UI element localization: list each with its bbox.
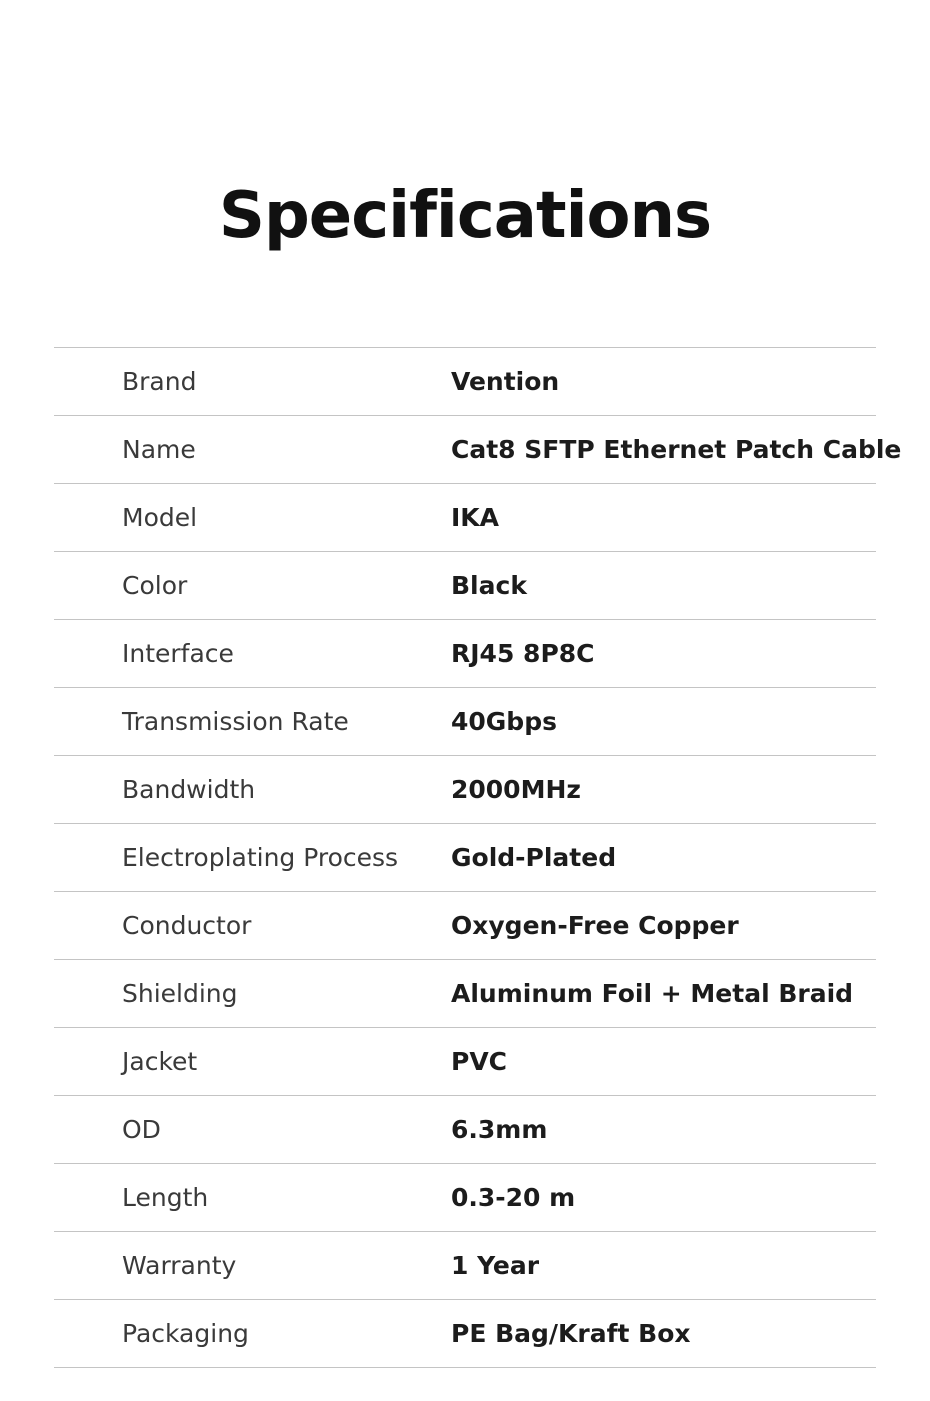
spec-label: Warranty	[122, 1251, 237, 1280]
spec-row-bandwidth	[54, 756, 876, 824]
spec-label: Packaging	[122, 1319, 249, 1348]
spec-row-model	[54, 484, 876, 552]
spec-label: Conductor	[122, 911, 252, 940]
spec-row-name	[54, 416, 902, 484]
spec-label: Model	[122, 503, 198, 532]
spec-value: PVC	[451, 1047, 508, 1076]
spec-row-warranty	[54, 1232, 876, 1300]
specifications-table	[54, 347, 902, 1368]
page-title: Specifications	[218, 179, 712, 253]
spec-value: IKA	[451, 503, 500, 532]
spec-label: Jacket	[122, 1047, 198, 1076]
spec-row-shielding	[54, 960, 876, 1028]
spec-label: Interface	[122, 639, 234, 668]
spec-label: Length	[122, 1183, 209, 1212]
spec-label: Name	[122, 435, 196, 464]
spec-label: OD	[122, 1115, 161, 1144]
spec-value: 2000MHz	[451, 775, 581, 804]
spec-value: Gold-Plated	[451, 843, 617, 872]
spec-value: 0.3-20 m	[451, 1183, 576, 1212]
spec-value: Vention	[451, 367, 560, 396]
spec-row-packaging	[54, 1300, 876, 1368]
spec-row-interface	[54, 620, 876, 688]
spec-row-jacket	[54, 1028, 876, 1096]
spec-row-electroplating-process	[54, 824, 876, 892]
spec-row-length	[54, 1164, 876, 1232]
spec-row-color	[54, 552, 876, 620]
spec-label: Brand	[122, 367, 197, 396]
spec-row-transmission-rate	[54, 688, 876, 756]
spec-label: Electroplating Process	[122, 843, 399, 872]
spec-value: Oxygen-Free Copper	[451, 911, 739, 940]
spec-value: Aluminum Foil + Metal Braid	[451, 979, 854, 1008]
spec-label: Transmission Rate	[122, 707, 349, 736]
spec-label: Bandwidth	[122, 775, 256, 804]
spec-value: 6.3mm	[451, 1115, 548, 1144]
spec-value: 40Gbps	[451, 707, 557, 736]
spec-value: RJ45 8P8C	[451, 639, 595, 668]
spec-label: Shielding	[122, 979, 238, 1008]
spec-value: PE Bag/Kraft Box	[451, 1319, 691, 1348]
spec-row-od	[54, 1096, 876, 1164]
spec-row-conductor	[54, 892, 876, 960]
spec-row-brand	[54, 348, 876, 416]
spec-value: Cat8 SFTP Ethernet Patch Cable	[451, 435, 902, 464]
spec-value: Black	[451, 571, 527, 600]
spec-value: 1 Year	[451, 1251, 540, 1280]
spec-label: Color	[122, 571, 188, 600]
